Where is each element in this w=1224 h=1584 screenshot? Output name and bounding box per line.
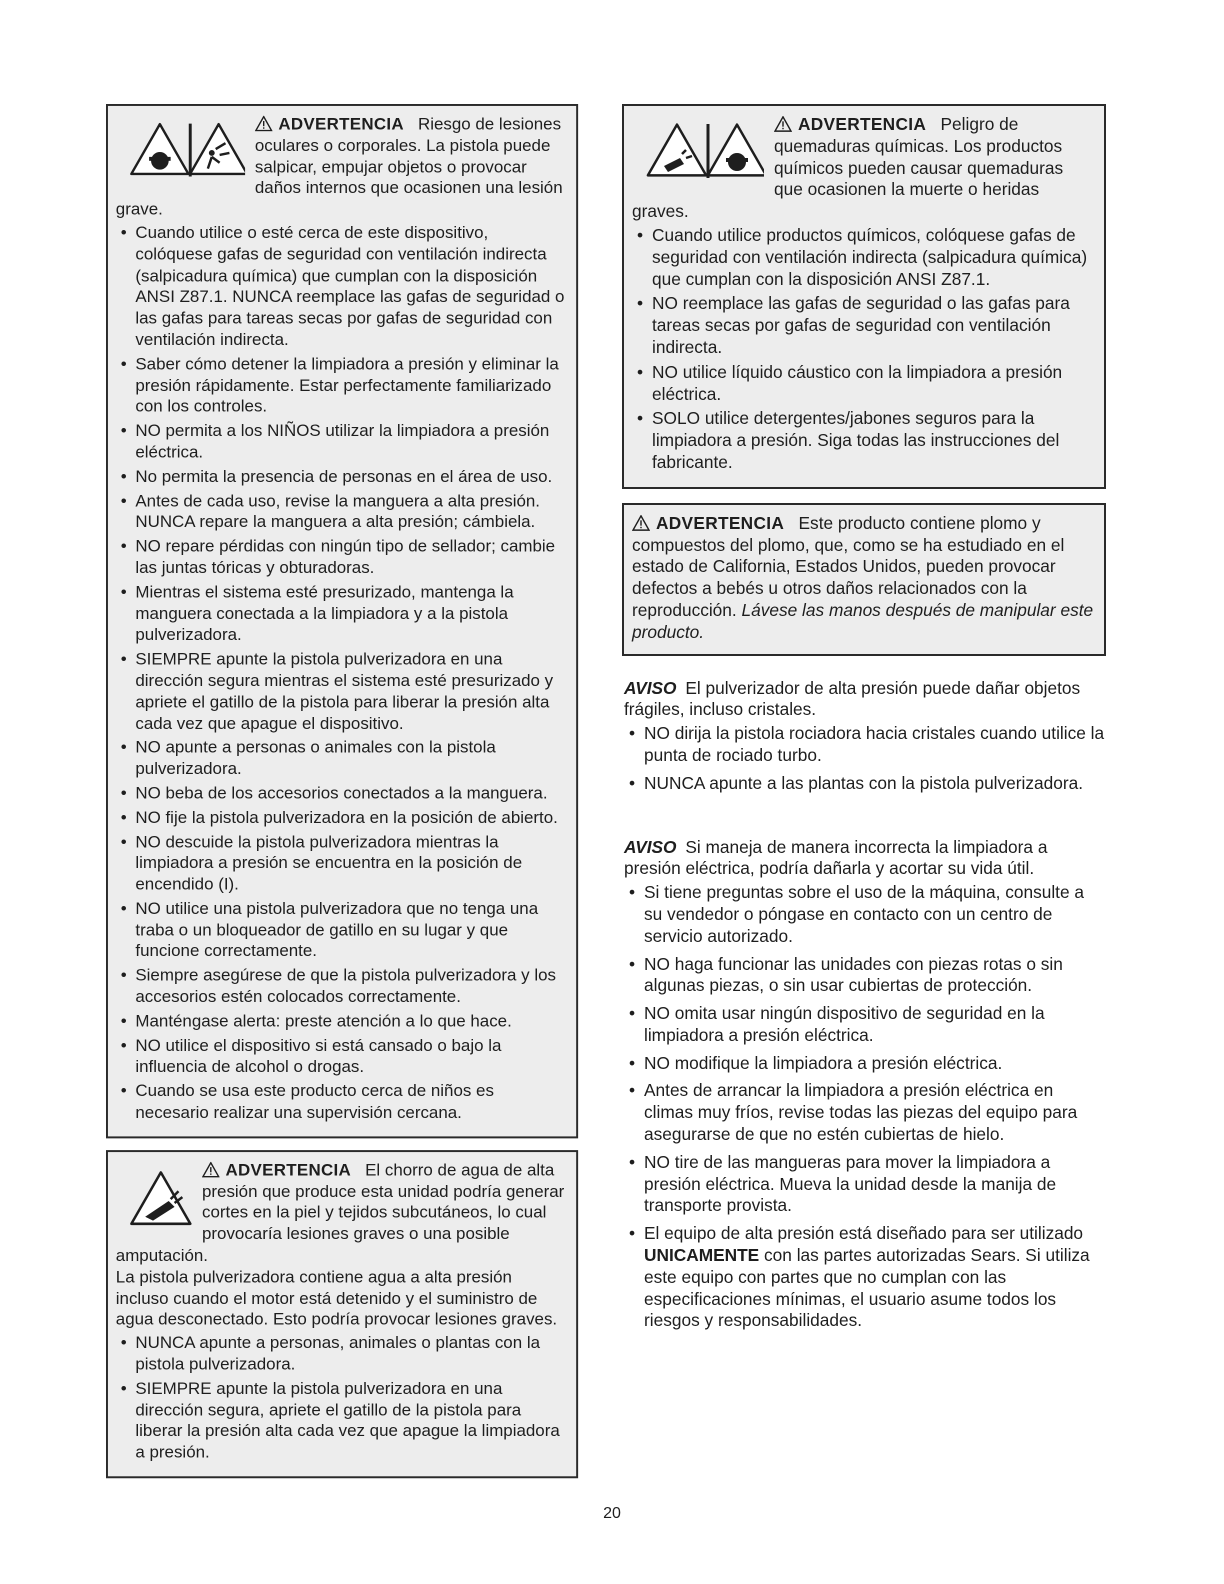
safety-alert-icon [255, 116, 273, 132]
eye-protection-icon [131, 124, 188, 174]
list-item: • Antes de cada uso, revise la manguera a alta presión. NUNCA repare la manguera a alta presión; cámbiela. [116, 490, 569, 533]
warning-lead [622, 503, 1106, 656]
warning-pictograms [130, 1166, 193, 1229]
list-item: • Si tiene preguntas sobre el uso de la máquina, consulte a su vendedor o póngase en contacto con un centro de servicio autorizado. [624, 882, 1106, 947]
page-number: 20 [603, 1505, 621, 1522]
list-item: • SIEMPRE apunte la pistola pulverizadora en una dirección segura mientras el sistema esté presurizado y apriete el gatillo de la pistola para liberar la presión alta cada vez que apague el dispositivo. [116, 649, 569, 734]
warning-water-jet [106, 1150, 578, 1478]
safety-alert-icon [202, 1162, 220, 1178]
list-item: • NUNCA apunte a personas, animales o plantas con la pistola pulverizadora. [116, 1333, 569, 1376]
list-item: • NO tire de las mangueras para mover la limpiadora a presión eléctrica. Mueva la unidad desde la manija de transporte provista. [624, 1152, 1106, 1217]
warning-intro: Riesgo de lesiones oculares o corporales. La pistola puede salpicar, empujar objetos o provocar daños internos que ocasionen una lesión grave. [115, 113, 563, 219]
signal-word: ADVERTENCIA [656, 512, 785, 533]
list-item: • Cuando utilice productos químicos, colóquese gafas de seguridad con ventilación indirecta (salpicadura química) que cumplan con la disposición ANSI Z87.1. [632, 225, 1096, 290]
list-item: • Saber cómo detener la limpiadora a presión y eliminar la presión rápidamente. Estar perfectamente familiarizado con los controles. [116, 354, 569, 418]
list-item: • Cuando se usa este producto cerca de niños es necesario realizar una supervisión cercana. [116, 1081, 569, 1124]
warning-body: La pistola pulverizadora contiene agua a alta presión incluso cuando el motor está detenido y el suministro de agua desconectado. Esto podría provocar lesiones graves. [115, 1266, 558, 1329]
list-item: • NO modifique la limpiadora a presión eléctrica. [624, 1053, 1106, 1075]
warning-list [116, 1333, 569, 1464]
list-item: • NO utilice líquido cáustico con la limpiadora a presión eléctrica. [632, 362, 1096, 406]
projectile-hazard-icon [190, 124, 245, 174]
list-item: • Manténgase alerta: preste atención a lo que hace. [116, 1011, 569, 1032]
list-item: • Cuando utilice o esté cerca de este dispositivo, colóquese gafas de seguridad con ventilación indirecta (salpicadura química) que cumplan con la disposición ANSI Z87.1. NUNCA reemplace las gafas de seguridad o las gafas para tareas secas por gafas de seguridad con ventilación indirecta. [116, 223, 569, 351]
safety-alert-icon [632, 515, 650, 531]
warning-pictograms [130, 120, 246, 179]
list-item: • SIEMPRE apunte la pistola pulverizadora en una dirección segura, apriete el gatillo de la pistola para liberar la presión alta cada vez que apague la limpiadora a presión. [116, 1378, 569, 1463]
list-item: • NO apunte a personas o animales con la pistola pulverizadora. [116, 737, 569, 780]
emphasis-text: UNICAMENTE [644, 1245, 760, 1266]
list-item: • Mientras el sistema esté presurizado, mantenga la manguera conectada a la limpiadora y a la pistola pulverizadora. [116, 582, 569, 646]
signal-word: ADVERTENCIA [225, 1159, 351, 1180]
notice-list [624, 723, 1106, 794]
signal-word: ADVERTENCIA [278, 113, 404, 134]
list-item: • NO utilice el dispositivo si está cansado o bajo la influencia de alcohol o drogas. [116, 1035, 569, 1078]
eye-protection-icon [708, 125, 764, 176]
list-item-text: con las partes autorizadas Sears. Si utiliza este equipo con partes que no cumplan con las especificaciones mínimas, el usuario asume todos los riesgos y responsabilidades. [644, 1245, 1090, 1331]
list-item: • Siempre asegúrese de que la pistola pulverizadora y los accesorios estén colocados correctamente. [116, 965, 569, 1008]
notice-handling [622, 837, 1106, 1333]
warning-eye-injury [106, 104, 578, 1138]
list-item: • Antes de arrancar la limpiadora a presión eléctrica en climas muy fríos, revise todas las piezas del equipo para asegurarse de que no estén cubiertas de hielo. [624, 1080, 1106, 1145]
left-column [106, 104, 578, 1490]
warning-text [632, 513, 1096, 644]
signal-word: ADVERTENCIA [798, 114, 927, 134]
list-item: • NO beba de los accesorios conectados a la manguera. [116, 783, 569, 804]
warning-pictograms [646, 120, 764, 180]
list-item: • NO reemplace las gafas de seguridad o las gafas para tareas secas por gafas de seguridad con ventilación indirecta. [632, 293, 1096, 358]
notice-glass [622, 678, 1106, 795]
notice-label: AVISO [624, 836, 677, 857]
warning-chemical-burn [622, 104, 1106, 489]
warning-list [632, 225, 1096, 474]
notice-intro: Si maneja de manera incorrecta la limpiadora a presión eléctrica, podría dañarla y acortar su vida útil. [624, 836, 1048, 879]
list-item: • NO permita a los NIÑOS utilizar la limpiadora a presión eléctrica. [116, 421, 569, 464]
list-item: • NO omita usar ningún dispositivo de seguridad en la limpiadora a presión eléctrica. [624, 1003, 1106, 1047]
list-item: • NO descuide la pistola pulverizadora mientras la limpiadora a presión se encuentra en la posición de encendido (I). [116, 831, 569, 895]
chemical-burn-icon [648, 125, 706, 176]
right-column [622, 104, 1106, 1338]
lead-warning-text: Este producto contiene plomo y compuestos del plomo, que, como se ha estudiado en el estado de California, Estados Unidos, pueden provocar defectos a bebés u otros daños relacionados con la reproducción. [632, 512, 1065, 620]
list-item: • No permita la presencia de personas en el área de uso. [116, 466, 569, 487]
skin-injection-icon [131, 1172, 190, 1223]
list-item: • NO utilice una pistola pulverizadora que no tenga una traba o un bloqueador de gatillo en su lugar y que funcione correctamente. [116, 898, 569, 962]
list-item [624, 1223, 1106, 1332]
notice-list [624, 882, 1106, 1332]
safety-alert-icon [774, 116, 792, 132]
list-item: • SOLO utilice detergentes/jabones seguros para la limpiadora a presión. Siga todas las instrucciones del fabricante. [632, 408, 1096, 473]
list-item: • NUNCA apunte a las plantas con la pistola pulverizadora. [624, 773, 1106, 795]
list-item: • NO fije la pistola pulverizadora en la posición de abierto. [116, 807, 569, 828]
warning-intro: Peligro de quemaduras químicas. Los productos químicos pueden causar quemaduras que ocasionen la muerte o heridas graves. [632, 114, 1064, 222]
list-item: • NO haga funcionar las unidades con piezas rotas o sin algunas piezas, o sin usar cubiertas de protección. [624, 954, 1106, 998]
notice-intro: El pulverizador de alta presión puede dañar objetos frágiles, incluso cristales. [624, 677, 1081, 720]
notice-label: AVISO [624, 677, 677, 698]
warning-intro: El chorro de agua de alta presión que produce esta unidad podría generar cortes en la piel y tejidos subcutáneos, lo cual provocaría lesiones graves o una posible amputación. [115, 1159, 565, 1265]
warning-list [116, 223, 569, 1124]
lead-handwash-note: Lávese las manos después de manipular este producto. [632, 599, 1094, 642]
list-item: • NO dirija la pistola rociadora hacia cristales cuando utilice la punta de rociado turbo. [624, 723, 1106, 767]
list-item-text: El equipo de alta presión está diseñado para ser utilizado [644, 1223, 1084, 1244]
list-item: • NO repare pérdidas con ningún tipo de sellador; cambie las juntas tóricas y obturadoras. [116, 536, 569, 579]
